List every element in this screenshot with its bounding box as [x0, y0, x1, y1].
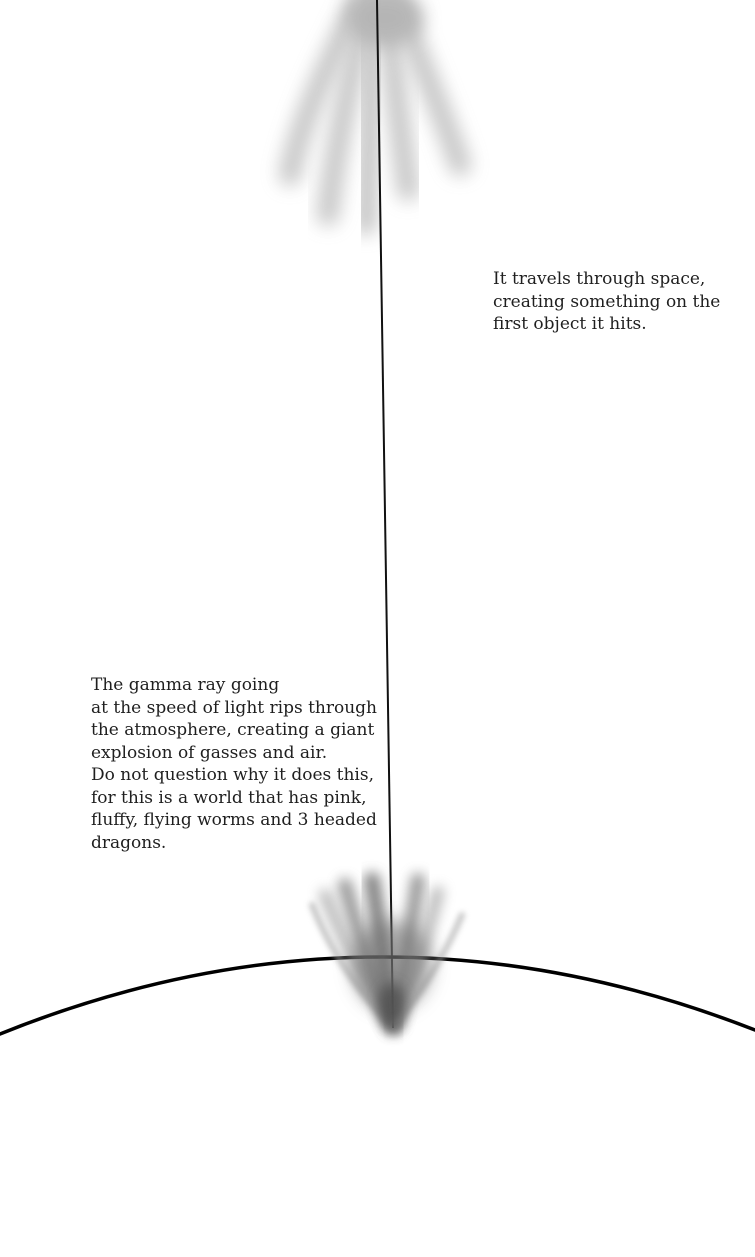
- ray-origin-smoke: [290, 0, 460, 225]
- caption-line: It travels through space,: [493, 269, 706, 289]
- caption-line: at the speed of light rips through: [91, 697, 377, 718]
- caption-line: for this is a world that has pink,: [91, 787, 367, 808]
- caption-line: fluffy, flying worms and 3 headed: [91, 810, 377, 830]
- caption-line: Do not question why it does this,: [91, 765, 374, 785]
- caption-space-travel: [493, 268, 743, 336]
- caption-line: creating something on the: [493, 291, 721, 312]
- caption-line: The gamma ray going: [91, 675, 280, 695]
- caption-line: dragons.: [91, 832, 167, 853]
- gamma-ray-line: [377, 0, 393, 1028]
- caption-line: the atmosphere, creating a giant: [91, 720, 375, 740]
- caption-line: first object it hits.: [493, 314, 647, 334]
- caption-line: explosion of gasses and air.: [91, 742, 328, 763]
- caption-atmosphere-explosion: [91, 674, 381, 854]
- impact-explosion-smoke: [312, 880, 462, 1027]
